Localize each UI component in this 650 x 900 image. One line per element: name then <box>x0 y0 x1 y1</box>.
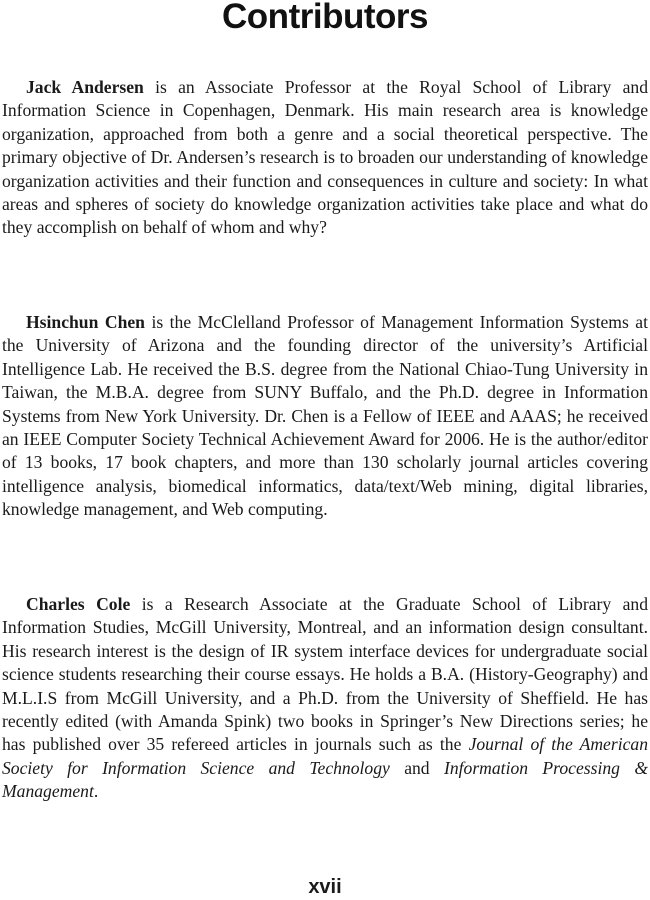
contributor-bio-text: and <box>389 757 444 778</box>
contributor-name: Jack Andersen <box>26 77 144 97</box>
contributor-bio-andersen <box>2 76 648 240</box>
contributor-bio-cole <box>2 593 648 804</box>
page-title: Contributors <box>222 0 428 36</box>
contributor-name: Charles Cole <box>26 594 131 614</box>
contributor-name: Hsinchun Chen <box>26 312 145 332</box>
journal-title: Journal of the American Society for Information Science and Technology <box>2 734 649 778</box>
contributor-bio-text: is the McClelland Professor of Management Information Systems at the University of Arizona and the founding director of the university’s Artificial Intelligence Lab. He received the B.S. degree from the National Chiao-Tung University in Taiwan, the M.B.A. degree from SUNY Buffalo, and the Ph.D. degree in Information Systems from New York University. Dr. Chen is a Fellow of IEEE and AAAS; he received an IEEE Computer Society Technical Achievement Award for 2006. He is the author/editor of 13 books, 17 book chapters, and more than 130 scholarly journal articles covering intelligence analysis, biomedical informatics, data/text/Web mining, digital libraries, knowledge management, and Web computing. <box>2 312 648 520</box>
journal-title: Information Processing & Management <box>2 757 649 802</box>
page-number: xvii <box>308 876 342 898</box>
contributor-bio-text: is an Associate Professor at the Royal School of Library and Information Science in Copenhagen, Denmark. His main research area is knowledge organization, approached from both a genre and a social theoretical perspective. The primary objective of Dr. Andersen’s research is to broaden our understanding of knowledge organization activities and their function and consequences in culture and society: In what areas and spheres of society do knowledge organization activities take place and what do they accomplish on behalf of whom and why? <box>2 77 648 238</box>
contributor-bio-chen <box>2 311 648 522</box>
contributor-bio-text: is a Research Associate at the Graduate School of Library and Information Studies, McGill University, Montreal, and an information design consultant. His research interest is the design of IR system interface devices for undergraduate social science students researching their course essays. He holds a B.A. (History-Geography) and M.L.I.S from McGill University, and a Ph.D. from the University of Sheffield. He has recently edited (with Amanda Spink) two books in Springer’s New Directions series; he has published over 35 refereed articles in journals such as the <box>2 594 648 755</box>
contributor-bio-text: . <box>93 781 99 802</box>
